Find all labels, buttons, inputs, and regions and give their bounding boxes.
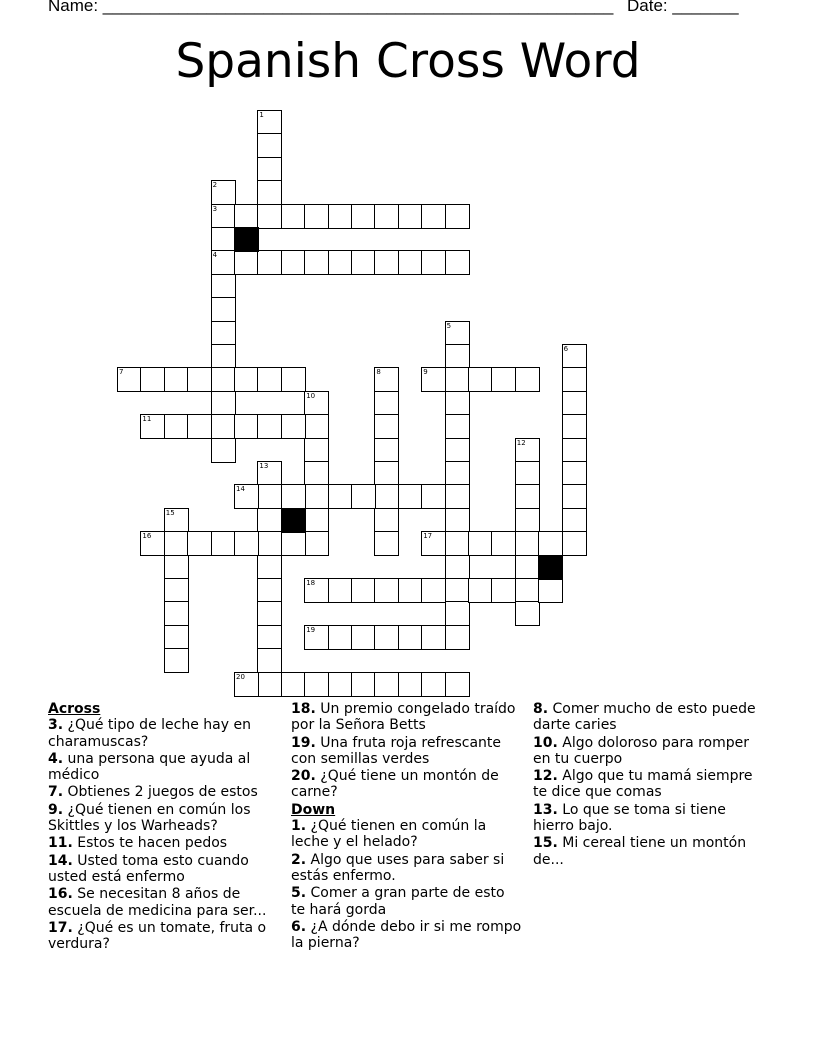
grid-cell[interactable]	[187, 531, 212, 556]
grid-cell[interactable]	[164, 508, 189, 533]
grid-cell[interactable]	[281, 531, 306, 556]
grid-cell[interactable]	[374, 578, 399, 603]
grid-cell[interactable]	[164, 367, 189, 392]
grid-cell[interactable]	[445, 601, 470, 626]
grid-cell[interactable]	[164, 601, 189, 626]
clue-number: 12.	[533, 768, 558, 785]
clue-text: ¿Qué tipo de leche hay en charamuscas?	[48, 717, 251, 750]
clue-text: Obtienes 2 juegos de estos	[63, 784, 258, 801]
down-heading: Down	[291, 801, 336, 818]
clue-number: 8.	[533, 701, 549, 717]
grid-cell[interactable]	[328, 484, 353, 509]
grid-cell[interactable]	[445, 672, 470, 697]
grid-cell[interactable]	[140, 414, 165, 439]
grid-cell[interactable]	[211, 274, 236, 299]
black-grid-cell	[234, 227, 259, 252]
grid-cell[interactable]	[328, 250, 353, 275]
grid-cell[interactable]	[257, 508, 282, 533]
grid-cell[interactable]	[187, 414, 212, 439]
grid-cell[interactable]	[445, 484, 470, 509]
grid-cell[interactable]	[562, 531, 587, 556]
grid-cell[interactable]	[445, 578, 470, 603]
grid-cell[interactable]	[281, 484, 306, 509]
clues-column-1	[48, 701, 280, 953]
grid-cell[interactable]	[515, 531, 540, 556]
grid-cell[interactable]	[234, 414, 259, 439]
clue-number-label: 10	[306, 391, 316, 400]
grid-cell[interactable]	[140, 367, 165, 392]
grid-cell[interactable]	[491, 531, 516, 556]
grid-cell[interactable]	[421, 367, 446, 392]
grid-cell[interactable]	[304, 531, 329, 556]
grid-cell[interactable]	[257, 110, 282, 135]
grid-cell[interactable]	[398, 578, 423, 603]
grid-cell[interactable]	[257, 367, 282, 392]
grid-cell[interactable]	[445, 508, 470, 533]
grid-cell[interactable]	[351, 672, 376, 697]
clue-number-label: 17	[423, 532, 433, 541]
grid-cell[interactable]	[421, 250, 446, 275]
grid-cell[interactable]	[211, 391, 236, 416]
across-clue	[48, 751, 280, 784]
down-clue	[533, 768, 769, 801]
grid-cell[interactable]	[281, 204, 306, 229]
clue-number-label: 4	[212, 251, 218, 260]
grid-cell[interactable]	[140, 531, 165, 556]
grid-cell[interactable]	[374, 204, 399, 229]
across-clue	[48, 835, 280, 851]
grid-cell[interactable]	[374, 508, 399, 533]
clue-text: ¿Qué tienen en común la leche y el helado?	[291, 818, 487, 851]
grid-cell[interactable]	[164, 578, 189, 603]
grid-cell[interactable]	[257, 414, 282, 439]
grid-cell[interactable]	[374, 250, 399, 275]
page-title: Spanish Cross Word	[175, 34, 641, 89]
clue-number: 18.	[291, 701, 316, 717]
grid-cell[interactable]	[421, 204, 446, 229]
grid-cell[interactable]	[538, 531, 563, 556]
clue-text: Estos te hacen pedos	[72, 835, 228, 852]
grid-cell[interactable]	[421, 625, 446, 650]
grid-cell[interactable]	[211, 344, 236, 369]
down-clue	[533, 835, 769, 868]
grid-cell[interactable]	[211, 180, 236, 205]
clue-text: Algo que tu mamá siempre te dice que comas	[533, 768, 753, 801]
grid-cell[interactable]	[445, 531, 470, 556]
clue-text: Algo que uses para saber si estás enfermo.	[291, 851, 505, 884]
grid-cell[interactable]	[281, 250, 306, 275]
grid-cell[interactable]	[445, 250, 470, 275]
grid-cell[interactable]	[257, 648, 282, 673]
grid-cell[interactable]	[234, 367, 259, 392]
grid-cell[interactable]	[304, 414, 329, 439]
grid-cell[interactable]	[164, 648, 189, 673]
grid-cell[interactable]	[515, 601, 540, 626]
grid-cell[interactable]	[398, 250, 423, 275]
clue-number: 19.	[291, 734, 316, 751]
grid-cell[interactable]	[398, 484, 423, 509]
grid-cell[interactable]	[445, 344, 470, 369]
clue-text: Comer a gran parte de esto te hará gorda	[291, 885, 505, 918]
grid-cell[interactable]	[445, 625, 470, 650]
grid-cell[interactable]	[211, 321, 236, 346]
grid-cell[interactable]	[164, 414, 189, 439]
grid-cell[interactable]	[445, 461, 470, 486]
clue-number-label: 14	[236, 485, 245, 494]
clue-text: Mi cereal tiene un montón de...	[533, 835, 747, 868]
name-field-line: Name: ______________________________________________________	[48, 0, 614, 15]
black-grid-cell	[281, 508, 306, 533]
grid-cell[interactable]	[468, 367, 493, 392]
grid-cell[interactable]	[281, 672, 306, 697]
clue-number-label: 12	[516, 438, 526, 447]
grid-cell[interactable]	[562, 438, 587, 463]
clue-number-label: 18	[306, 579, 316, 587]
clue-text: ¿Qué es un tomate, fruta o verdura?	[48, 919, 267, 953]
down-clue	[533, 735, 769, 768]
grid-cell[interactable]	[351, 578, 376, 603]
clue-number-label: 20	[236, 672, 245, 681]
clues-column-3	[533, 701, 769, 869]
grid-cell[interactable]	[445, 367, 470, 392]
grid-cell[interactable]	[257, 250, 282, 275]
grid-cell[interactable]	[421, 531, 446, 556]
clue-number-label: 19	[306, 625, 316, 634]
clue-number: 14.	[48, 852, 73, 869]
grid-cell[interactable]	[211, 367, 236, 392]
clues-column-2	[291, 701, 523, 952]
clue-number-label: 8	[376, 368, 381, 377]
grid-cell[interactable]	[351, 204, 376, 229]
clue-number-label: 7	[119, 368, 124, 377]
grid-cell[interactable]	[468, 531, 493, 556]
clue-number-label: 15	[165, 508, 175, 517]
clue-number-label: 9	[423, 368, 428, 377]
grid-cell[interactable]	[374, 438, 399, 463]
grid-cell[interactable]	[117, 367, 142, 392]
grid-cell[interactable]	[491, 578, 516, 603]
clue-number: 11.	[48, 835, 73, 852]
grid-cell[interactable]	[538, 578, 563, 603]
down-clue	[291, 852, 523, 885]
grid-cell[interactable]	[304, 508, 329, 533]
grid-cell[interactable]	[328, 625, 353, 650]
grid-cell[interactable]	[304, 204, 329, 229]
clue-number-label: 13	[259, 462, 269, 470]
clue-text: ¿Qué tiene un montón de carne?	[291, 768, 499, 801]
grid-cell[interactable]	[211, 414, 236, 439]
clue-number-label: 11	[142, 415, 152, 424]
grid-cell[interactable]	[304, 484, 329, 509]
clue-text: una persona que ayuda al médico	[48, 750, 251, 784]
clue-text: Una fruta roja refrescante con semillas verdes	[291, 734, 502, 767]
clue-text: Comer mucho de esto puede darte caries	[533, 701, 756, 734]
clue-text: ¿Qué tienen en común los Skittles y los Warheads?	[48, 801, 251, 835]
clue-text: Usted toma esto cuando usted está enfermo	[48, 852, 249, 885]
grid-cell[interactable]	[257, 133, 282, 158]
grid-cell[interactable]	[562, 461, 587, 486]
grid-cell[interactable]	[187, 367, 212, 392]
clue-number-label: 16	[142, 532, 152, 541]
clue-number: 9.	[48, 801, 64, 818]
grid-cell[interactable]	[398, 204, 423, 229]
clue-number: 15.	[533, 835, 558, 852]
across-clue	[48, 920, 280, 953]
grid-cell[interactable]	[211, 204, 236, 229]
across-heading: Across	[48, 701, 101, 717]
grid-cell[interactable]	[164, 555, 189, 580]
grid-cell[interactable]	[374, 391, 399, 416]
grid-cell[interactable]	[374, 484, 399, 509]
grid-cell[interactable]	[211, 297, 236, 322]
grid-cell[interactable]	[257, 555, 282, 580]
grid-cell[interactable]	[398, 625, 423, 650]
grid-cell[interactable]	[515, 484, 540, 509]
down-clue	[291, 818, 523, 851]
grid-cell[interactable]	[211, 438, 236, 463]
grid-cell[interactable]	[562, 484, 587, 509]
grid-cell[interactable]	[304, 461, 329, 486]
clue-number: 13.	[533, 801, 558, 818]
clue-number-label: 5	[446, 321, 452, 330]
grid-cell[interactable]	[562, 414, 587, 439]
grid-cell[interactable]	[421, 578, 446, 603]
clue-text: Algo doloroso para romper en tu cuerpo	[533, 734, 750, 767]
grid-cell[interactable]	[304, 625, 329, 650]
across-clue	[48, 802, 280, 835]
across-clue	[48, 853, 280, 886]
grid-cell[interactable]	[328, 672, 353, 697]
down-clue	[291, 919, 523, 952]
grid-cell[interactable]	[562, 508, 587, 533]
down-clue	[291, 885, 523, 918]
grid-cell[interactable]	[257, 601, 282, 626]
grid-cell[interactable]	[304, 391, 329, 416]
grid-cell[interactable]	[257, 672, 282, 697]
grid-cell[interactable]	[164, 625, 189, 650]
clue-number: 6.	[291, 918, 307, 935]
clue-number: 1.	[291, 818, 307, 835]
grid-cell[interactable]	[164, 531, 189, 556]
grid-cell[interactable]	[257, 461, 282, 486]
grid-cell[interactable]	[304, 578, 329, 603]
across-clue	[48, 784, 280, 800]
clue-text: Se necesitan 8 años de escuela de medicina para ser...	[48, 886, 267, 919]
clue-number: 17.	[48, 919, 73, 936]
clue-number-label: 3	[212, 204, 218, 213]
clue-number: 3.	[48, 717, 64, 734]
grid-cell[interactable]	[304, 672, 329, 697]
grid-cell[interactable]	[445, 438, 470, 463]
grid-cell[interactable]	[374, 461, 399, 486]
grid-cell[interactable]	[304, 250, 329, 275]
grid-cell[interactable]	[374, 531, 399, 556]
clue-number: 7.	[48, 784, 64, 801]
grid-cell[interactable]	[562, 391, 587, 416]
grid-cell[interactable]	[328, 578, 353, 603]
clue-number: 16.	[48, 886, 73, 903]
grid-cell[interactable]	[374, 414, 399, 439]
grid-cell[interactable]	[211, 250, 236, 275]
clue-number: 4.	[48, 750, 64, 767]
grid-cell[interactable]	[491, 367, 516, 392]
grid-cell[interactable]	[281, 367, 306, 392]
grid-cell[interactable]	[257, 578, 282, 603]
grid-cell[interactable]	[515, 438, 540, 463]
across-clue	[48, 717, 280, 750]
across-clue	[48, 886, 280, 919]
grid-cell[interactable]	[515, 508, 540, 533]
grid-cell[interactable]	[515, 461, 540, 486]
grid-cell[interactable]	[515, 367, 540, 392]
grid-cell[interactable]	[234, 204, 259, 229]
grid-cell[interactable]	[468, 578, 493, 603]
grid-cell[interactable]	[445, 204, 470, 229]
across-clue	[291, 701, 523, 734]
grid-cell[interactable]	[211, 531, 236, 556]
grid-cell[interactable]	[515, 578, 540, 603]
grid-cell[interactable]	[257, 204, 282, 229]
grid-cell[interactable]	[351, 625, 376, 650]
clue-text: Lo que se toma si tiene hierro bajo.	[533, 801, 726, 835]
down-clue	[533, 701, 769, 734]
grid-cell[interactable]	[234, 250, 259, 275]
date-field-line: Date: _______	[627, 0, 739, 15]
grid-cell[interactable]	[398, 672, 423, 697]
grid-cell[interactable]	[257, 180, 282, 205]
grid-cell[interactable]	[234, 531, 259, 556]
clue-number-label: 1	[259, 111, 264, 119]
down-clue	[533, 802, 769, 835]
grid-cell[interactable]	[234, 484, 259, 509]
clue-number-label: 2	[212, 181, 218, 190]
grid-cell[interactable]	[351, 484, 376, 509]
grid-cell[interactable]	[351, 250, 376, 275]
grid-cell[interactable]	[562, 344, 587, 369]
grid-cell[interactable]	[257, 157, 282, 182]
across-clue	[291, 768, 523, 801]
grid-cell[interactable]	[445, 414, 470, 439]
grid-cell[interactable]	[328, 204, 353, 229]
clue-text: Un premio congelado traído por la Señora Betts	[291, 701, 516, 734]
grid-cell[interactable]	[257, 531, 282, 556]
grid-cell[interactable]	[562, 367, 587, 392]
clue-number: 2.	[291, 851, 307, 868]
grid-cell[interactable]	[445, 391, 470, 416]
grid-cell[interactable]	[374, 367, 399, 392]
across-clue	[291, 735, 523, 768]
grid-cell[interactable]	[374, 625, 399, 650]
grid-cell[interactable]	[374, 672, 399, 697]
clue-number-label: 6	[563, 345, 569, 353]
grid-cell[interactable]	[421, 484, 446, 509]
grid-cell[interactable]	[281, 414, 306, 439]
clue-number: 5.	[291, 885, 307, 902]
grid-cell[interactable]	[234, 672, 259, 697]
grid-cell[interactable]	[515, 555, 540, 580]
grid-cell[interactable]	[211, 227, 236, 252]
clue-number: 20.	[291, 768, 316, 785]
grid-cell[interactable]	[445, 555, 470, 580]
grid-cell[interactable]	[445, 321, 470, 346]
clue-number: 10.	[533, 734, 558, 751]
clue-text: ¿A dónde debo ir si me rompo la pierna?	[291, 918, 522, 952]
grid-cell[interactable]	[257, 625, 282, 650]
black-grid-cell	[538, 555, 563, 580]
grid-cell[interactable]	[304, 438, 329, 463]
grid-cell[interactable]	[257, 484, 282, 509]
grid-cell[interactable]	[421, 672, 446, 697]
